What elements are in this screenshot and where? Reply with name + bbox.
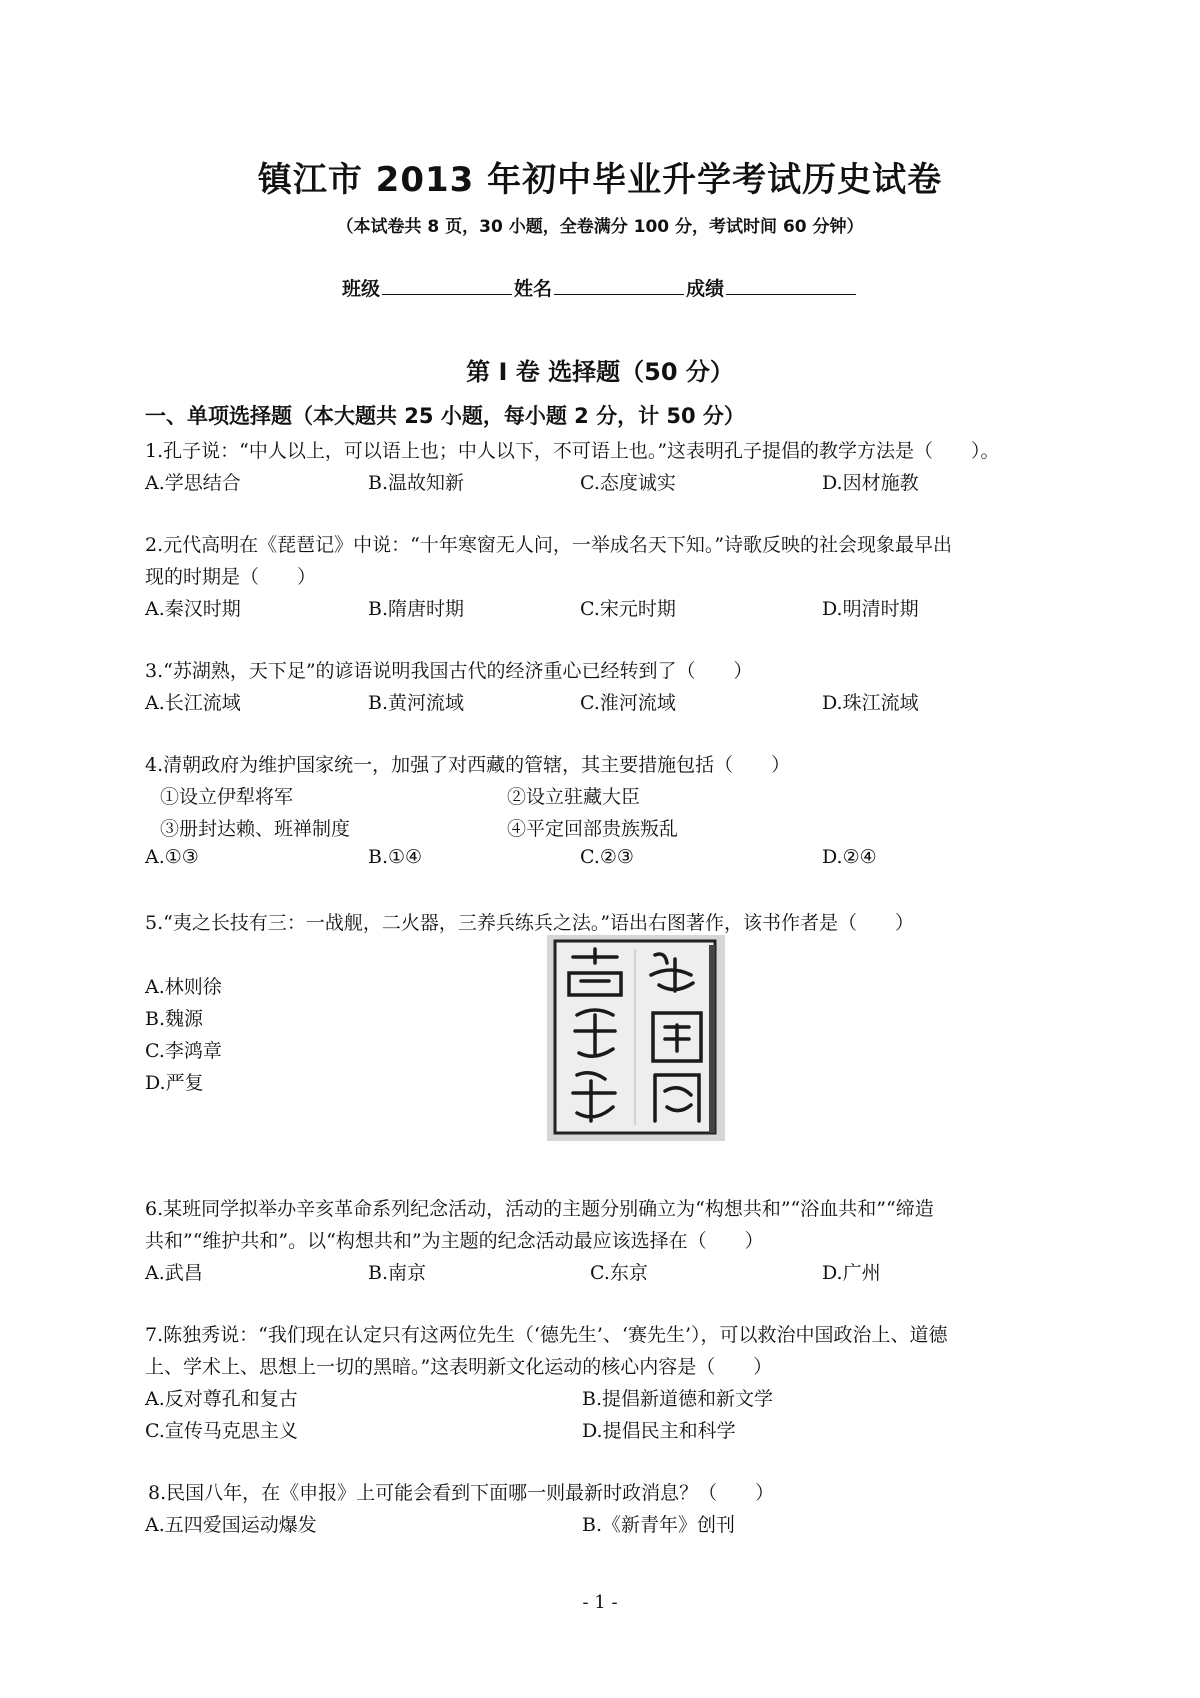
question-4-option-a: A.①③ xyxy=(145,846,199,868)
question-5-option-d: D.严复 xyxy=(145,1072,204,1094)
exam-title: 镇江市 2013 年初中毕业升学考试历史试卷 xyxy=(257,160,943,200)
section-title: 第 I 卷 选择题（50 分） xyxy=(466,358,734,386)
question-6-option-d: D.广州 xyxy=(822,1262,881,1284)
question-2-option-c: C.宋元时期 xyxy=(580,598,676,620)
question-2-option-b: B.隋唐时期 xyxy=(368,598,465,620)
question-4-item-3: ③册封达赖、班禅制度 xyxy=(160,818,351,840)
question-7-line-1: 7.陈独秀说：“我们现在认定只有这两位先生（‘德先生’、‘赛先生’），可以救治中国政治上、道德 xyxy=(145,1324,948,1346)
question-3-option-a: A.长江流域 xyxy=(145,692,241,714)
question-1-option-d: D.因材施教 xyxy=(822,472,919,494)
question-3-option-d: D.珠江流域 xyxy=(822,692,919,714)
class-label: 班级 xyxy=(341,278,380,300)
question-3-option-b: B.黄河流域 xyxy=(368,692,465,714)
question-5-line-1: 5.“夷之长技有三：一战舰，二火器，三养兵练兵之法。”语出右图著作，该书作者是（ ） xyxy=(145,912,915,934)
question-4-item-4: ④平定回部贵族叛乱 xyxy=(507,818,679,840)
question-7-line-2: 上、学术上、思想上一切的黑暗。”这表明新文化运动的核心内容是（ ） xyxy=(145,1356,773,1378)
book-cover-image xyxy=(547,935,725,1141)
question-2-line-1: 2.元代高明在《琵琶记》中说：“十年寒窗无人问，一举成名天下知。”诗歌反映的社会现象最早出 xyxy=(145,534,953,556)
class-blank[interactable] xyxy=(382,276,512,295)
part-title: 一、单项选择题（本大题共 25 小题，每小题 2 分，计 50 分） xyxy=(145,404,745,428)
question-8-option-b: B.《新青年》创刊 xyxy=(582,1514,736,1536)
question-4-item-2: ②设立驻藏大臣 xyxy=(507,786,641,808)
question-5-option-a: A.林则徐 xyxy=(145,976,222,998)
question-4-option-d: D.②④ xyxy=(822,846,877,868)
question-4-line-1: 4.清朝政府为维护国家统一，加强了对西藏的管辖，其主要措施包括（ ） xyxy=(145,754,791,776)
question-1-option-a: A.学思结合 xyxy=(145,472,241,494)
name-blank[interactable] xyxy=(554,276,684,295)
question-1-line-1: 1.孔子说：“中人以上，可以语上也；中人以下，不可语上也。”这表明孔子提倡的教学方法是（ ）。 xyxy=(145,440,1000,462)
exam-subtitle: （本试卷共 8 页，30 小题，全卷满分 100 分，考试时间 60 分钟） xyxy=(336,217,864,237)
question-5-option-b: B.魏源 xyxy=(145,1008,204,1030)
question-7-option-b: B.提倡新道德和新文学 xyxy=(582,1388,774,1410)
question-7-option-a: A.反对尊孔和复古 xyxy=(145,1388,298,1410)
question-2-option-d: D.明清时期 xyxy=(822,598,919,620)
question-7-option-c: C.宣传马克思主义 xyxy=(145,1420,298,1442)
question-3-option-c: C.淮河流域 xyxy=(580,692,676,714)
question-1-option-c: C.态度诚实 xyxy=(580,472,676,494)
page-number: - 1 - xyxy=(582,1592,618,1613)
question-6-option-c: C.东京 xyxy=(590,1262,648,1284)
question-4-option-c: C.②③ xyxy=(580,846,634,868)
student-info-row xyxy=(0,274,1200,301)
question-6-line-2: 共和”“维护共和”。以“构想共和”为主题的纪念活动最应该选择在（ ） xyxy=(145,1230,764,1252)
question-5-option-c: C.李鸿章 xyxy=(145,1040,222,1062)
score-label: 成绩 xyxy=(686,278,725,300)
question-2-option-a: A.秦汉时期 xyxy=(145,598,241,620)
question-3-line-1: 3.“苏湖熟，天下足”的谚语说明我国古代的经济重心已经转到了（ ） xyxy=(145,660,753,682)
question-8-line-1: 8.民国八年，在《申报》上可能会看到下面哪一则最新时政消息？（ ） xyxy=(148,1482,775,1504)
question-6-line-1: 6.某班同学拟举办辛亥革命系列纪念活动，活动的主题分别确立为“构想共和”“浴血共和”“缔造 xyxy=(145,1198,934,1220)
score-blank[interactable] xyxy=(726,276,856,295)
question-1-option-b: B.温故知新 xyxy=(368,472,465,494)
question-8-option-a: A.五四爱国运动爆发 xyxy=(145,1514,317,1536)
question-7-option-d: D.提倡民主和科学 xyxy=(582,1420,736,1442)
question-2-line-2: 现的时期是（ ） xyxy=(145,566,317,588)
question-4-option-b: B.①④ xyxy=(368,846,423,868)
question-6-option-b: B.南京 xyxy=(368,1262,427,1284)
name-label: 姓名 xyxy=(513,278,552,300)
question-4-item-1: ①设立伊犁将军 xyxy=(160,786,294,808)
question-6-option-a: A.武昌 xyxy=(145,1262,203,1284)
